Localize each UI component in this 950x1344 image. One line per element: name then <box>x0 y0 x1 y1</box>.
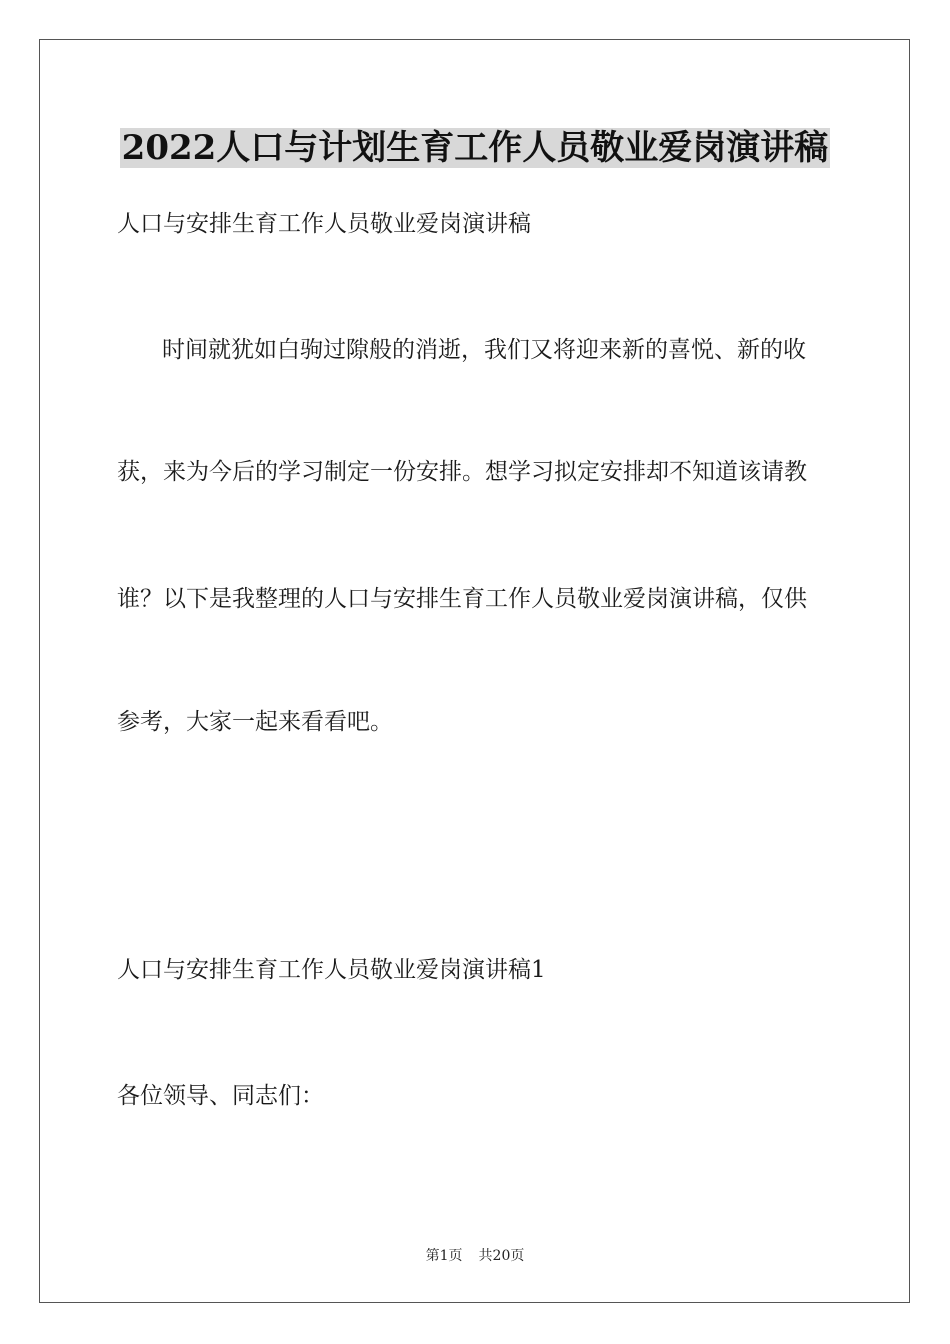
intro-line-4: 参考，大家一起来看看吧。 <box>117 709 393 735</box>
section-heading: 人口与安排生育工作人员敬业爱岗演讲稿1 <box>117 957 546 983</box>
page-number: 第1页 <box>425 1248 463 1264</box>
intro-line-1: 时间就犹如白驹过隙般的消逝，我们又将迎来新的喜悦、新的收 <box>162 337 806 363</box>
page-total: 共20页 <box>478 1248 525 1264</box>
intro-line-2: 获，来为今后的学习制定一份安排。想学习拟定安排却不知道该请教 <box>117 459 807 485</box>
document-title <box>0 126 950 170</box>
document-subtitle: 人口与安排生育工作人员敬业爱岗演讲稿 <box>117 211 531 237</box>
page-footer <box>0 1246 950 1266</box>
document-title-text: 2022人口与计划生育工作人员敬业爱岗演讲稿 <box>121 128 829 168</box>
salutation: 各位领导、同志们： <box>117 1083 324 1109</box>
intro-line-3: 谁？以下是我整理的人口与安排生育工作人员敬业爱岗演讲稿，仅供 <box>117 586 807 612</box>
